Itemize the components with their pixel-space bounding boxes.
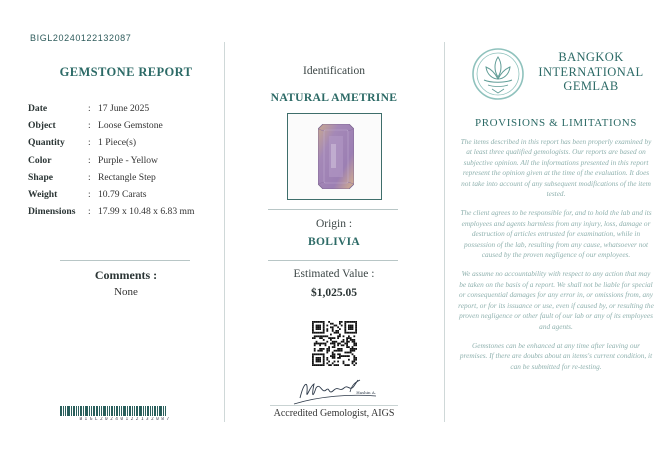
provisions-paragraph: The client agrees to be responsible for, and to hold the lab and its employees and agents harmless from any injury, loss, damage or destruction of articles entrusted for examination, while in possession of the lab, resulting from any cause, whatsoever not caused by the proven negligence of our employees.	[460, 208, 652, 260]
barcode-bar	[65, 406, 66, 416]
report-title: GEMSTONE REPORT	[59, 65, 193, 79]
detail-label: Weight	[28, 189, 58, 201]
barcode-bar	[109, 406, 110, 416]
barcode-bar	[134, 406, 135, 416]
barcode-bar	[91, 406, 92, 416]
barcode-bar	[60, 406, 62, 416]
detail-label: Color	[28, 154, 52, 166]
identification-title: Identification	[303, 65, 365, 77]
origin-divider	[268, 209, 398, 210]
barcode-bar	[150, 406, 151, 416]
detail-colon: :	[88, 154, 91, 166]
barcode-bar	[129, 406, 131, 416]
detail-row-date	[28, 100, 194, 117]
detail-value: 17 June 2025	[98, 103, 150, 115]
detail-value: 17.99 x 10.48 x 6.83 mm	[98, 206, 195, 218]
detail-label: Dimensions	[28, 206, 76, 218]
detail-colon: :	[88, 171, 91, 183]
provisions-paragraph: Gemstones can be enhanced at any time after leaving our premises. If there are doubts about an items's current condition, it can be submitted for re-testing.	[459, 340, 653, 371]
barcode-bar	[152, 406, 153, 416]
provisions-paragraph: We assume no accountability with respect to any action that may be taken on the basis of a report. We shall not be liable for special or consequential damages for any error in, or omissions from, any report, or for its issuance or use, even if caused by, or resulting the proven negligence or other fault of our lab or any of its employees and agents.	[458, 269, 654, 331]
detail-row-object	[28, 117, 194, 134]
provisions-text	[458, 137, 654, 381]
barcode-bar	[127, 406, 128, 416]
lab-name-line: BANGKOK	[558, 50, 624, 64]
gem-photo-frame	[287, 113, 382, 200]
barcode-icon	[60, 406, 191, 416]
detail-row-quantity	[28, 134, 194, 151]
provisions-title: PROVISIONS & LIMITATIONS	[474, 117, 638, 129]
comments-divider	[60, 260, 190, 261]
comments-label: Comments :	[94, 268, 158, 282]
barcode-bar	[76, 406, 77, 416]
gemologist-title: Accredited Gemologist, AIGS	[273, 408, 395, 419]
detail-row-weight	[28, 186, 194, 203]
barcode-bar	[63, 406, 64, 416]
detail-label: Date	[28, 103, 48, 115]
origin-value: BOLIVIA	[308, 236, 360, 248]
barcode-bar	[154, 406, 156, 416]
estimated-value: $1,025.05	[311, 287, 357, 299]
barcode-text: BIGL20240122132087	[79, 417, 172, 422]
detail-row-shape	[28, 169, 194, 186]
barcode-bar	[89, 406, 90, 416]
detail-value: 10.79 Carats	[98, 189, 147, 201]
barcode-bar	[80, 406, 82, 416]
barcode-bar	[83, 406, 84, 416]
gem-name: NATURAL AMETRINE	[270, 91, 398, 104]
column-divider-right	[444, 42, 445, 422]
detail-colon: :	[88, 120, 91, 132]
barcode-bar	[121, 406, 122, 416]
barcode-bar	[157, 406, 158, 416]
barcode-bar	[107, 406, 108, 416]
report-id: BIGL20240122132087	[30, 33, 132, 43]
barcode-bar	[123, 406, 126, 416]
barcode-bar	[143, 406, 144, 416]
lotus-crest-icon	[471, 47, 525, 101]
barcode-bar	[119, 406, 120, 416]
detail-row-color	[28, 152, 194, 169]
barcode-bar	[85, 406, 88, 416]
detail-row-dimensions	[28, 203, 194, 220]
detail-value: 1 Piece(s)	[98, 137, 137, 149]
signature-text: Hashin A.	[356, 390, 376, 395]
detail-value: Purple - Yellow	[98, 154, 158, 166]
barcode-bar	[145, 406, 146, 416]
origin-label: Origin :	[315, 218, 353, 230]
barcode-bar	[78, 406, 79, 416]
barcode-bar	[132, 406, 133, 416]
barcode-bar	[147, 406, 149, 416]
barcode-bar	[99, 406, 100, 416]
detail-colon: :	[88, 137, 91, 149]
gem-photo	[318, 124, 354, 189]
barcode-bar	[96, 406, 98, 416]
barcode-bar	[136, 406, 138, 416]
provisions-paragraph: The items described in this report has been properly examined by at least three qualified gemologists. Our reports are based on subjective opinion. All the informations presented in this report represent the opinion given at the time of the evaluation. It does not take into account of any subsequent modifications of the item tested.	[460, 137, 652, 199]
barcode-bar	[111, 406, 113, 416]
barcode-bar	[103, 406, 106, 416]
barcode-bar	[159, 406, 162, 416]
barcode-bar	[93, 406, 95, 416]
detail-value: Loose Gemstone	[98, 120, 163, 132]
detail-label: Quantity	[28, 137, 65, 149]
barcode-bar	[114, 406, 115, 416]
estimated-value-label: Estimated Value :	[293, 268, 375, 280]
signature-line	[270, 405, 398, 406]
signature-graphic	[290, 374, 380, 408]
detail-colon: :	[88, 206, 91, 218]
lab-name	[537, 50, 645, 94]
detail-value: Rectangle Step	[98, 171, 156, 183]
estimated-divider	[268, 260, 398, 261]
barcode-bar	[73, 406, 75, 416]
barcode-bar	[67, 406, 70, 416]
detail-colon: :	[88, 189, 91, 201]
barcode-bar	[116, 406, 118, 416]
comments-value: None	[114, 286, 138, 298]
details-table	[28, 100, 194, 220]
barcode-bar	[71, 406, 72, 416]
barcode-bar	[165, 406, 166, 416]
lab-name-line: GEMLAB	[563, 79, 619, 93]
detail-label: Object	[28, 120, 56, 132]
detail-colon: :	[88, 103, 91, 115]
detail-label: Shape	[28, 171, 54, 183]
barcode-bar	[101, 406, 102, 416]
barcode-bar	[139, 406, 142, 416]
qr-code-icon	[312, 321, 357, 366]
barcode-bar	[163, 406, 164, 416]
lab-name-line: INTERNATIONAL	[538, 64, 644, 79]
